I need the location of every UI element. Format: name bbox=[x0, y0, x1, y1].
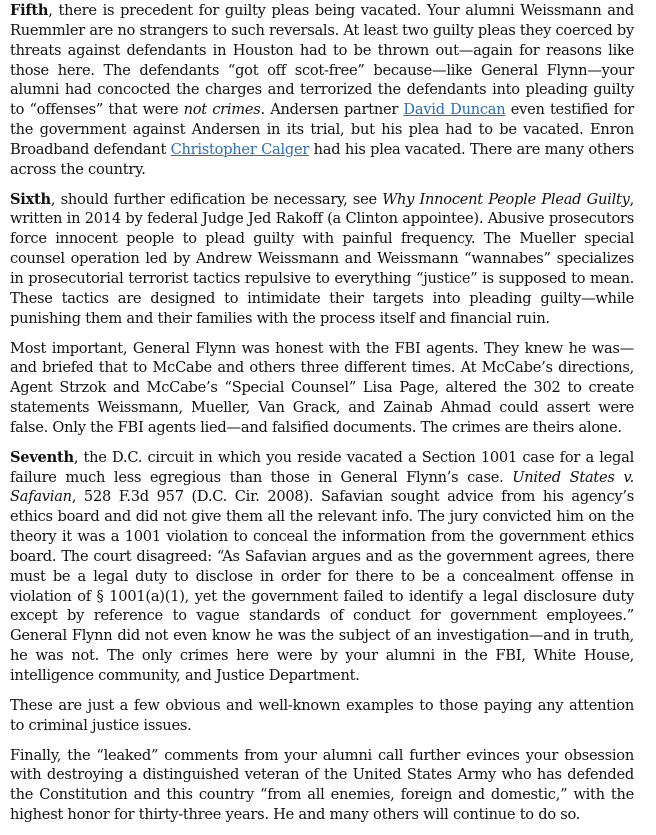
paragraph-text: , there is precedent for guilty pleas being vacated. Your alumni Weissmann and Ruemmler are no strangers to such reversals. At least two guilty pleas they coerced by threats against defendants in Houston had to be thrown out—again for reasons like those here. The defendants “got off scot-free” because—like General Flynn—your alumni had concocted the charges and terrorized the defendants into pleading guilty to “offenses” that were bbox=[10, 2, 634, 119]
heading-seventh: Seventh bbox=[10, 448, 74, 466]
paragraph-most-important bbox=[10, 339, 634, 438]
paragraph-text: , should further edification be necessary, see bbox=[50, 190, 383, 208]
case-citation: United States v. Safavian bbox=[10, 468, 634, 506]
paragraph-text: had his plea vacated. There are many others across the country. bbox=[10, 140, 634, 178]
heading-fifth: Fifth bbox=[10, 2, 49, 19]
paragraph-text: Most important, General Flynn was honest with the FBI agents. They knew he was—and briefed that to McCabe and others three different times. At McCabe’s directions, Agent Strzok and McCabe’s “Special Counsel” Lisa Page, altered the 302 to create statements Weissmann, Mueller, Van Grack, and Zainab Ahmad could assert were false. Only the FBI agents lied—and falsified documents. The crimes are theirs alone. bbox=[10, 339, 634, 436]
paragraph-seventh bbox=[10, 448, 634, 686]
paragraph-fifth bbox=[10, 1, 634, 180]
heading-sixth: Sixth bbox=[10, 190, 51, 208]
paragraph-text: even testified for the government against Andersen in its trial, but his plea had to be vacated. Enron Broadband defendant bbox=[10, 101, 634, 158]
paragraph-text: Finally, the “leaked” comments from your alumni call further evinces your obsession with destroying a distinguished veteran of the United States Army who has defended the Constitution and this country “from all enemies, foreign and domestic,” with the highest honor for thirty-three years. He and many others will continue to do so. bbox=[10, 746, 634, 824]
paragraph-text: , the D.C. circuit in which you reside vacated a Section 1001 case for a legal failure much less egregious than those in General Flynn’s case. bbox=[10, 448, 634, 486]
paragraph-text: . Andersen partner bbox=[260, 101, 404, 119]
paragraph-text: These are just a few obvious and well-known examples to those paying any attention to criminal justice issues. bbox=[10, 696, 634, 734]
emphasis-not-crimes: not crimes bbox=[183, 101, 261, 119]
letter-page bbox=[10, 1, 634, 835]
link-christopher-calger[interactable]: Christopher Calger bbox=[170, 140, 310, 158]
paragraph-examples bbox=[10, 696, 634, 736]
link-david-duncan[interactable]: David Duncan bbox=[403, 101, 506, 119]
book-title: Why Innocent People Plead Guilty bbox=[382, 190, 630, 208]
paragraph-sixth bbox=[10, 190, 634, 329]
paragraph-text: , written in 2014 by federal Judge Jed Rakoff (a Clinton appointee). Abusive prosecutors force innocent people to plead guilty with painful frequency. The Mueller special counsel operation led by Andrew Weissmann and Weissmann “wannabes” specializes in prosecutorial terrorist tactics repulsive to everything “justice” is supposed to mean. These tactics are designed to intimidate their targets into pleading guilty—while punishing them and their families with the process itself and financial ruin. bbox=[10, 190, 634, 327]
paragraph-text: , 528 F.3d 957 (D.C. Cir. 2008). Safavian sought advice from his agency’s ethics board and did not give them all the relevant info. The jury convicted him on the theory it was a 1001 violation to conceal the information from the government ethics board. The court disagreed: “As Safavian argues and as the government agrees, there must be a legal duty to disclose in order for there to be a concealment offense in violation of § 1001(a)(1), yet the government failed to identify a legal disclosure duty except by reference to vague standards of conduct for government employees.” General Flynn did not even know he was the subject of an investigation—and in truth, he was not. The only crimes here were by your alumni in the FBI, White House, intelligence community, and Justice Department. bbox=[10, 488, 634, 684]
paragraph-finally bbox=[10, 746, 634, 825]
